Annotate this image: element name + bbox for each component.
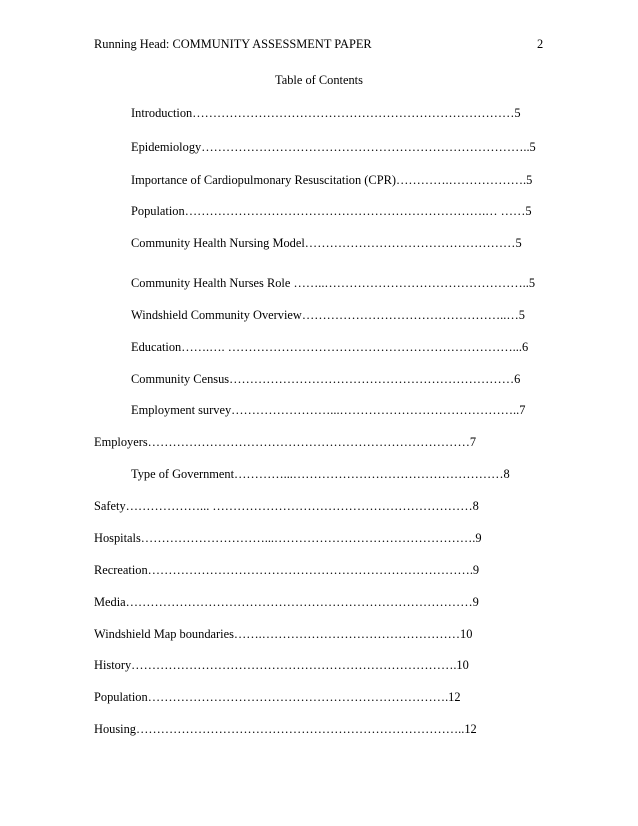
page-number: 2 bbox=[537, 37, 544, 51]
toc-entry-employment-survey bbox=[131, 404, 525, 416]
toc-entry-text: Introduction……………………………………………………………………5 bbox=[131, 106, 521, 120]
toc-entry-chn-role bbox=[131, 277, 535, 289]
toc-entry-chn-model bbox=[131, 237, 522, 249]
toc-entry-cpr bbox=[131, 174, 532, 186]
toc-entry-introduction bbox=[131, 107, 521, 119]
toc-entry-text: Windshield Community Overview…………………………………………..…5 bbox=[131, 308, 525, 322]
toc-entry-text: Employment survey……………………...……………………………………..7 bbox=[131, 403, 526, 417]
toc-entry-text: Population……………………………………………………………….… ……5 bbox=[131, 204, 532, 218]
toc-entry-education bbox=[131, 341, 528, 353]
toc-entry-housing bbox=[94, 723, 477, 735]
toc-entry-population-2 bbox=[94, 691, 461, 703]
toc-entry-text: Recreation…………………………………………………………………….9 bbox=[94, 563, 480, 577]
toc-entry-safety bbox=[94, 500, 479, 512]
toc-entry-text: Community Health Nursing Model……………………………………………5 bbox=[131, 236, 522, 250]
toc-entry-text: Hospitals…………………………...………………………………………….9 bbox=[94, 531, 482, 545]
running-head: Running Head: COMMUNITY ASSESSMENT PAPER bbox=[94, 37, 372, 51]
toc-entry-text: Education…….…. ……………………………………………………………...6 bbox=[131, 340, 529, 354]
toc-title: Table of Contents bbox=[275, 73, 363, 87]
toc-entry-windshield-map bbox=[94, 628, 472, 640]
toc-entry-population bbox=[131, 205, 532, 217]
toc-entry-epidemiology bbox=[131, 141, 536, 153]
toc-entry-text: Windshield Map boundaries…….…………………………………………10 bbox=[94, 627, 473, 641]
toc-entry-hospitals bbox=[94, 532, 482, 544]
toc-entry-text: Media…………………………………………………………………………9 bbox=[94, 595, 479, 609]
toc-entry-text: Population……………………………………………………………….12 bbox=[94, 690, 461, 704]
toc-entry-text: Type of Government…………...……………………………………………8 bbox=[131, 467, 510, 481]
toc-entry-media bbox=[94, 596, 479, 608]
toc-entry-history bbox=[94, 659, 469, 671]
toc-entry-text: Safety………………... ………………………………………………………8 bbox=[94, 499, 479, 513]
toc-entry-employers bbox=[94, 436, 476, 448]
toc-entry-text: Employers……………………………………………………………………7 bbox=[94, 435, 477, 449]
toc-entry-recreation bbox=[94, 564, 479, 576]
toc-entry-community-census bbox=[131, 373, 520, 385]
toc-entry-text: Epidemiology……………………………………………………………………..5 bbox=[131, 140, 536, 154]
toc-entry-type-of-government bbox=[131, 468, 510, 480]
toc-entry-text: History…………………………………………………………………….10 bbox=[94, 658, 469, 672]
toc-entry-text: Community Health Nurses Role ……..…………………………………………..5 bbox=[131, 276, 536, 290]
toc-entry-text: Housing……………………………………………………………………..12 bbox=[94, 722, 477, 736]
toc-entry-text: Community Census……………………………………………………………6 bbox=[131, 372, 521, 386]
toc-entry-text: Importance of Cardiopulmonary Resuscitation (CPR)………….……………….5 bbox=[131, 173, 533, 187]
toc-entry-windshield-overview bbox=[131, 309, 525, 321]
